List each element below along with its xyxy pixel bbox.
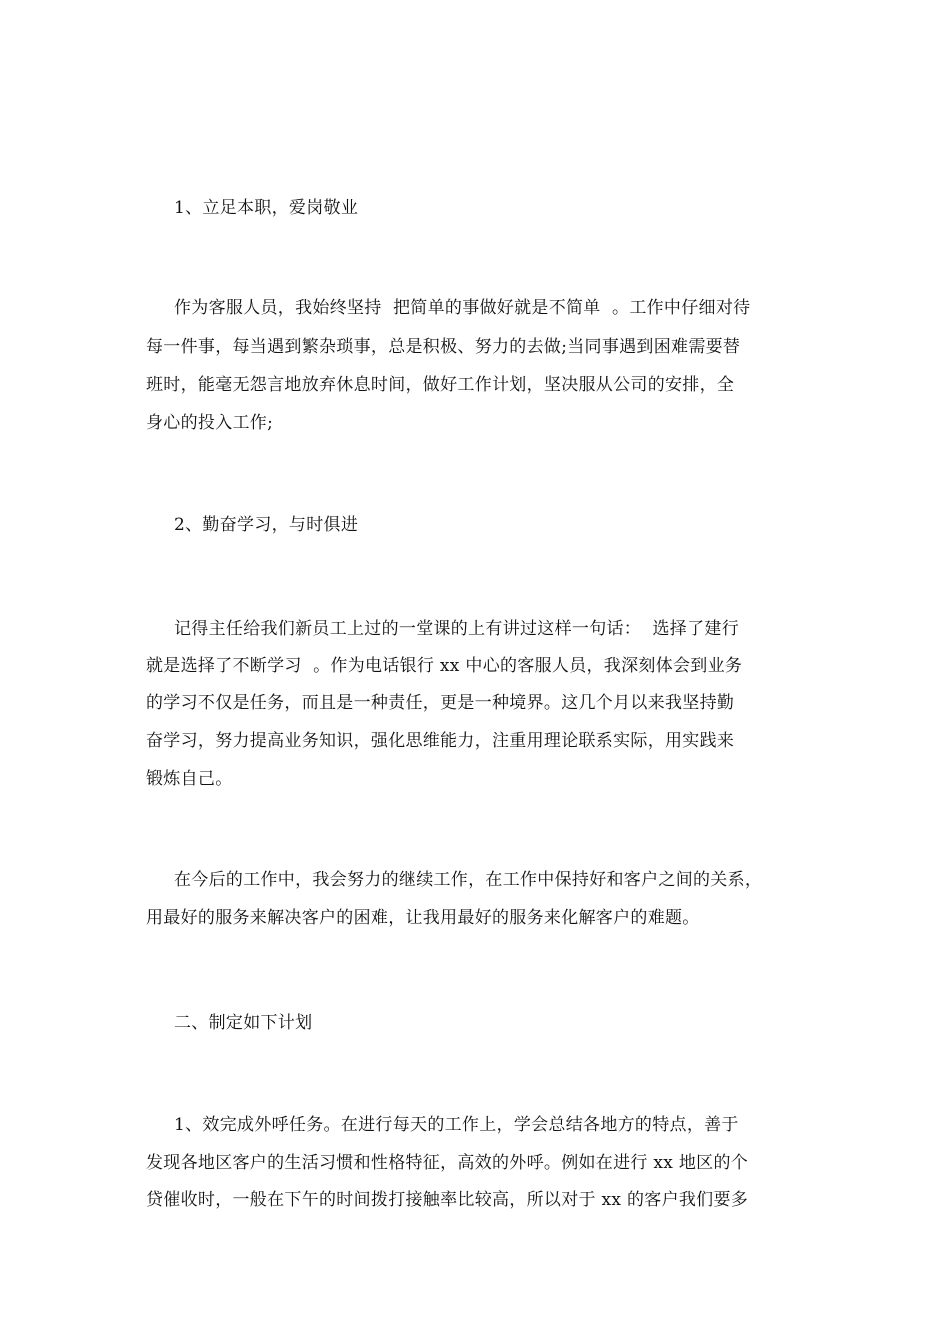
paragraph-line: 班时，能毫无怨言地放弃休息时间，做好工作计划，坚决服从公司的安排，全 <box>146 375 735 395</box>
paragraph-line: 用最好的服务来解决客户的困难，让我用最好的服务来化解客户的难题。 <box>146 908 700 928</box>
paragraph-line: 就是选择了不断学习 。作为电话银行 xx 中心的客服人员，我深刻体会到业务 <box>146 656 743 676</box>
paragraph-line: 每一件事，每当遇到繁杂琐事，总是积极、努力的去做;当同事遇到困难需要替 <box>146 337 741 357</box>
paragraph-line: 身心的投入工作; <box>146 413 274 433</box>
section-heading: 1、立足本职，爱岗敬业 <box>174 198 359 218</box>
section-heading: 二、制定如下计划 <box>174 1013 313 1033</box>
section-heading: 2、勤奋学习，与时俱进 <box>174 515 359 535</box>
paragraph-line: 发现各地区客户的生活习惯和性格特征，高效的外呼。例如在进行 xx 地区的个 <box>146 1153 749 1173</box>
paragraph-line: 奋学习，努力提高业务知识，强化思维能力，注重用理论联系实际，用实践来 <box>146 731 735 751</box>
paragraph-line: 1、效完成外呼任务。在进行每天的工作上，学会总结各地方的特点，善于 <box>174 1115 739 1135</box>
paragraph-line: 锻炼自己。 <box>146 769 233 789</box>
paragraph-line: 在今后的工作中，我会努力的继续工作，在工作中保持好和客户之间的关系， <box>174 870 763 890</box>
paragraph-line: 贷催收时，一般在下午的时间拨打接触率比较高，所以对于 xx 的客户我们要多 <box>146 1190 749 1210</box>
paragraph-line: 的学习不仅是任务，而且是一种责任，更是一种境界。这几个月以来我坚持勤 <box>146 693 735 713</box>
paragraph-line: 作为客服人员，我始终坚持 把简单的事做好就是不简单 。工作中仔细对待 <box>174 298 751 318</box>
paragraph-line: 记得主任给我们新员工上过的一堂课的上有讲过这样一句话： 选择了建行 <box>174 619 740 639</box>
